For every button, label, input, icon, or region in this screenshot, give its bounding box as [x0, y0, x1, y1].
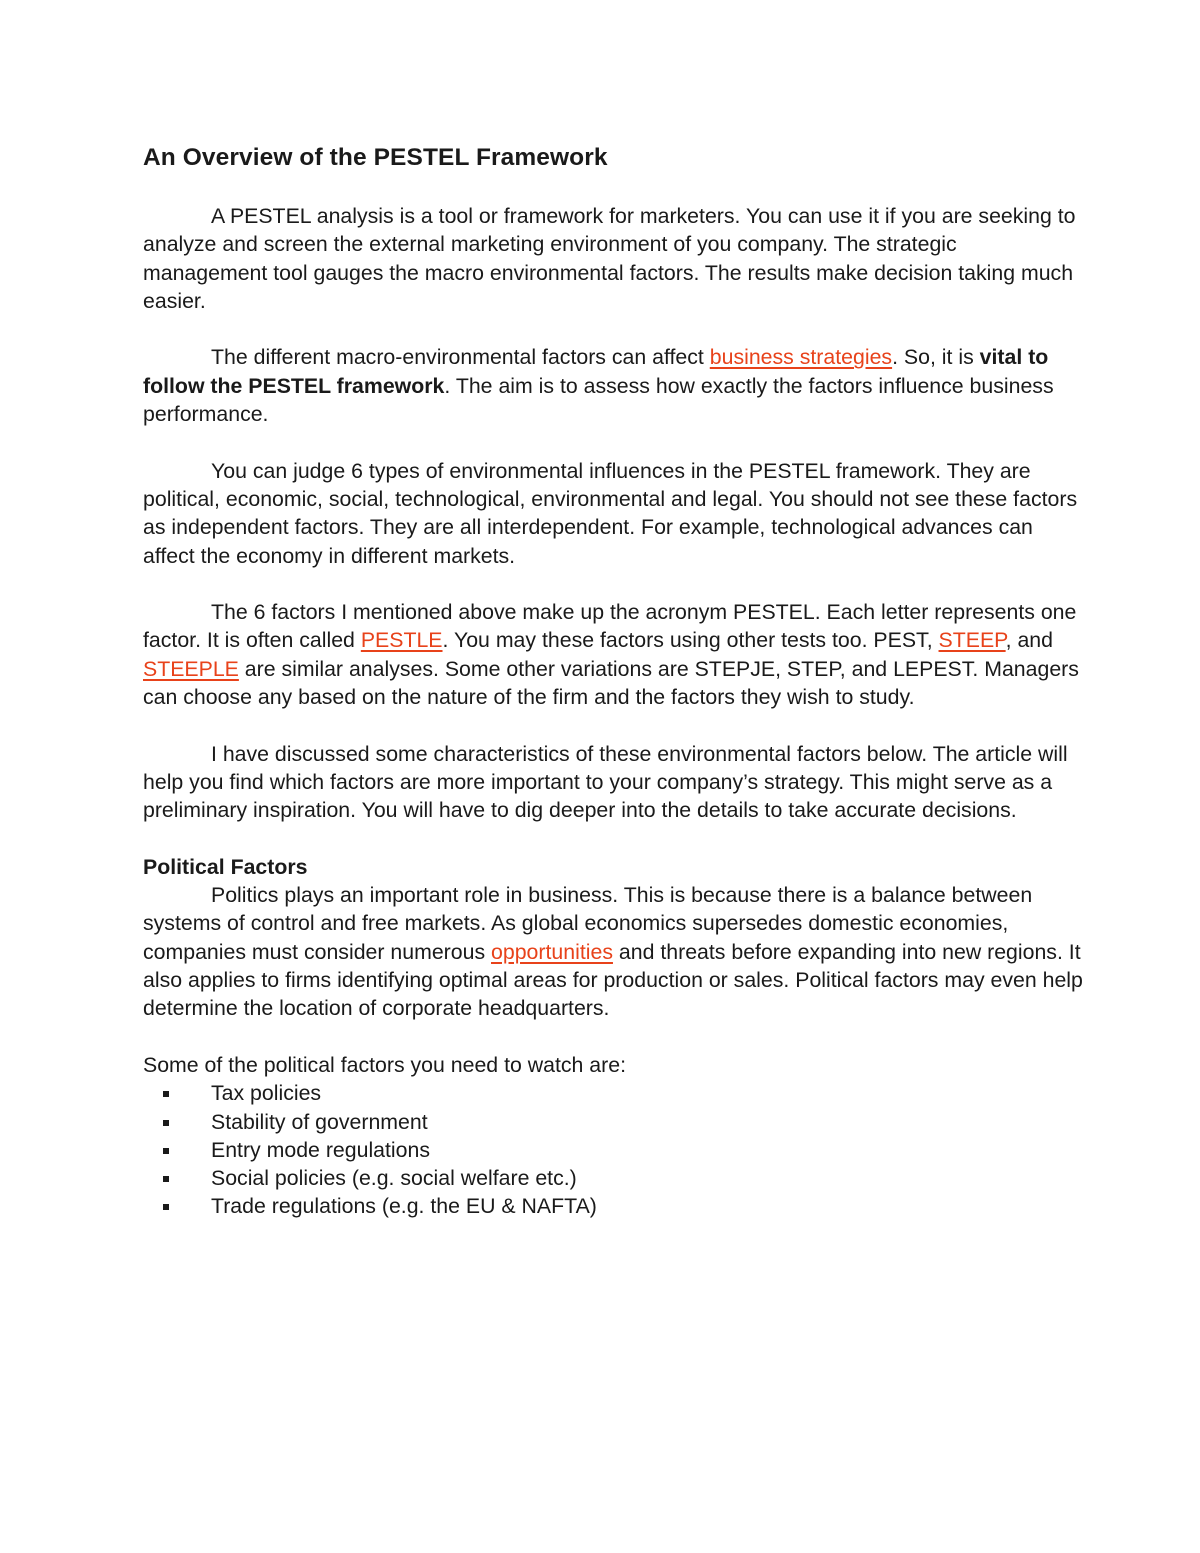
steeple-link[interactable]: STEEPLE — [143, 656, 239, 681]
list-item — [143, 1136, 1083, 1164]
square-bullet-icon — [163, 1204, 169, 1210]
text-span: , and — [1005, 628, 1053, 653]
list-item-label: Social policies (e.g. social welfare etc.) — [211, 1166, 577, 1191]
spacer — [143, 178, 1083, 202]
acronym-paragraph — [143, 598, 1083, 711]
characteristics-paragraph: I have discussed some characteristics of these environmental factors below. The article will help you find which factors are more important to your company’s strategy. This might serve as a preliminary inspiration. You will have to dig deeper into the details to take accurate decisions. — [143, 741, 1068, 823]
list-item-label: Tax policies — [211, 1081, 322, 1106]
spacer — [143, 428, 1083, 456]
square-bullet-icon — [163, 1176, 169, 1182]
list-item — [143, 1108, 1083, 1136]
intro-paragraph: A PESTEL analysis is a tool or framework for marketers. You can use it if you are seeking to analyze and screen the external marketing environment of you company. The strategic management tool gauges the macro environmental factors. The results make decision taking much easier. — [143, 204, 1076, 313]
square-bullet-icon — [163, 1091, 169, 1097]
spacer — [143, 570, 1083, 598]
spacer — [143, 825, 1083, 853]
political-factors-heading: Political Factors — [143, 854, 308, 879]
document-page — [143, 138, 1083, 1221]
list-item-label: Stability of government — [211, 1109, 428, 1134]
square-bullet-icon — [163, 1120, 169, 1126]
text-span: The different macro-environmental factors can affect — [211, 345, 710, 370]
text-span: . The aim is to assess how exactly the factors influence business performance. — [143, 373, 1054, 427]
business-strategies-link[interactable]: business strategies — [709, 345, 893, 370]
square-bullet-icon — [163, 1148, 169, 1154]
text-span: . So, it is — [892, 345, 980, 370]
list-item — [143, 1164, 1083, 1192]
spacer — [143, 315, 1083, 343]
spacer — [143, 1023, 1083, 1051]
political-factors-list — [143, 1079, 1083, 1220]
text-span: and threats before expanding into new regions. It also applies to firms identifying optimal areas for production or sales. Political factors may even help determine the location of corporate headquarters. — [143, 939, 1083, 1021]
list-intro: Some of the political factors you need to watch are: — [143, 1052, 626, 1077]
list-item-label: Trade regulations (e.g. the EU & NAFTA) — [211, 1194, 597, 1219]
list-item — [143, 1192, 1083, 1220]
page-title: An Overview of the PESTEL Framework — [143, 144, 608, 171]
text-span: are similar analyses. Some other variations are STEPJE, STEP, and LEPEST. Managers can choose any based on the nature of the firm and the factors they wish to study. — [143, 656, 1079, 710]
list-item-label: Entry mode regulations — [211, 1137, 431, 1162]
influences-paragraph: You can judge 6 types of environmental influences in the PESTEL framework. They are political, economic, social, technological, environmental and legal. You should not see these factors as independent factors. They are all interdependent. For example, technological advances can affect the economy in different markets. — [143, 458, 1078, 568]
opportunities-link[interactable]: opportunities — [491, 939, 613, 964]
spacer — [143, 711, 1083, 739]
list-item — [143, 1079, 1083, 1107]
text-span: Politics plays an important role in business. This is because there is a balance between systems of control and free markets. As global economics supersedes domestic economies, companies must consider numerous — [143, 883, 1033, 964]
factors-paragraph — [143, 343, 1083, 428]
political-paragraph — [143, 881, 1083, 1022]
text-span: . You may these factors using other tests too. PEST, — [442, 628, 939, 653]
steep-link[interactable]: STEEP — [938, 628, 1006, 653]
pestle-link[interactable]: PESTLE — [360, 628, 443, 653]
bold-emphasis: vital to follow the PESTEL framework — [143, 345, 1049, 398]
text-span: The 6 factors I mentioned above make up the acronym PESTEL. Each letter represents one factor. It is often called — [143, 600, 1077, 653]
